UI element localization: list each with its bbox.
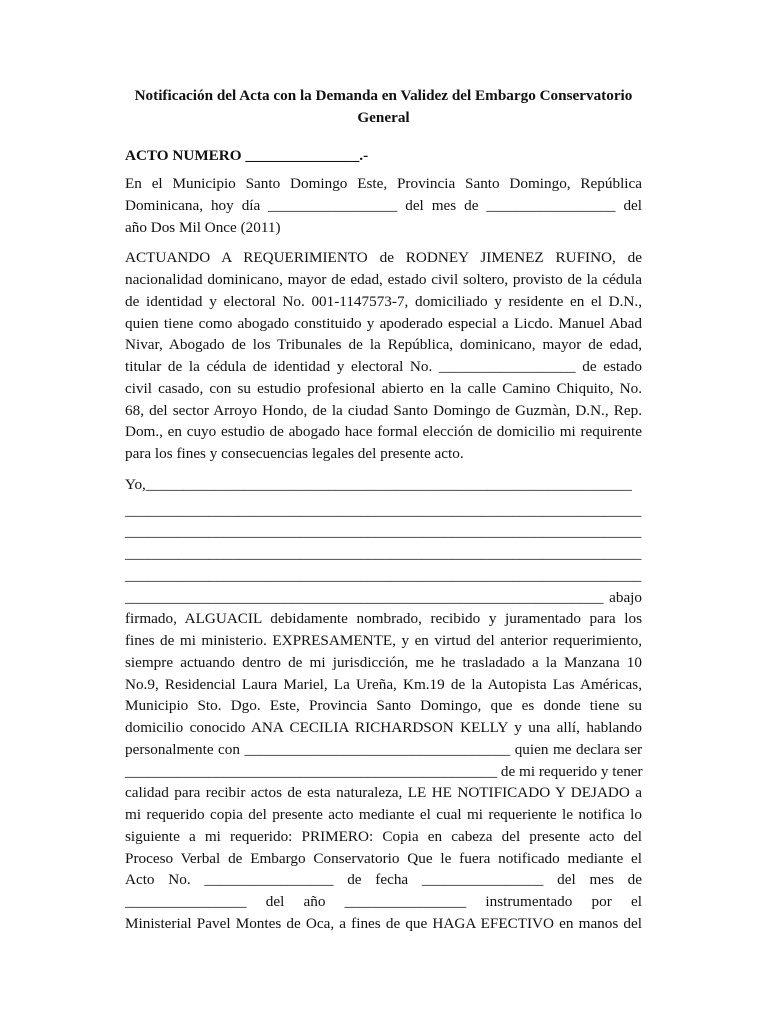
yo-section [125, 474, 642, 587]
text-line: Proceso Verbal de Embargo Conservatorio Que le fuera notificado mediante el [125, 849, 642, 867]
text-line: siempre actuando dentro de mi jurisdicción, me he trasladado a la Manzana 10 [125, 653, 642, 671]
title-line-1: Notificación del Acta con la Demanda en Validez del Embargo Conservatorio [134, 87, 633, 104]
actuando-paragraph [125, 247, 642, 465]
text-line: ACTUANDO A REQUERIMIENTO de RODNEY JIMENEZ RUFINO, de [125, 249, 642, 267]
text-line: 68, del sector Arroyo Hondo, de la ciudad Santo Domingo de Guzmàn, D.N., Rep. [125, 401, 642, 419]
document-title [125, 85, 642, 129]
text-line: Dom., en cuyo estudio de abogado hace formal elección de domicilio mi requirente [125, 423, 642, 441]
intro-paragraph [125, 173, 642, 238]
text-line: calidad para recibir actos de esta naturaleza, LE HE NOTIFICADO Y DEJADO a [125, 784, 642, 802]
text-line: Municipio Sto. Dgo. Este, Provincia Santo Domingo, que es donde tiene su [125, 697, 642, 715]
text-line: titular de la cédula de identidad y electoral No. __________________ de estado [125, 358, 642, 375]
text-line: quien tiene como abogado constituido y apoderado especial a Licdo. Manuel Abad [125, 314, 642, 332]
text-line: Ministerial Pavel Montes de Oca, a fines de que HAGA EFECTIVO en manos del [125, 914, 642, 932]
title-line-2: General [357, 109, 410, 126]
blank-line: ____________________________________________________________________ [125, 545, 642, 562]
text-line: En el Municipio Santo Domingo Este, Provincia Santo Domingo, República [125, 175, 642, 192]
text-line: Dominicana, hoy día _________________ del mes de _________________ del [125, 196, 642, 214]
text-line: siguiente a mi requerido: PRIMERO: Copia en cabeza del presente acto del [125, 827, 642, 845]
text-line: civil casado, con su estudio profesional abierto en la calle Camino Chiquito, No. [125, 379, 642, 397]
text-line: personalmente con ___________________________________ quien me declara ser [125, 740, 642, 758]
text-line: fines de mi ministerio. EXPRESAMENTE, y en virtud del anterior requerimiento, [125, 632, 642, 649]
blank-line: ____________________________________________________________________ [125, 501, 642, 519]
text-line: nacionalidad dominicano, mayor de edad, estado civil soltero, provisto de la cédula [125, 271, 642, 288]
text-line: mi requerido copia del presente acto mediante el cual mi requeriente le notifica lo [125, 806, 642, 823]
text-line: Acto No. _________________ de fecha ________________ del mes de [125, 871, 642, 889]
alguacil-paragraph [125, 587, 642, 935]
text-line: domicilio conocido ANA CECILIA RICHARDSON KELLY y una allí, hablando [125, 719, 642, 736]
text-line: ________________ del año ________________ instrumentado por el [125, 893, 642, 910]
blank-line: ____________________________________________________________________ [125, 566, 642, 584]
acto-numero: ACTO NUMERO _______________.- [125, 147, 369, 164]
text-line: _______________________________________________________________ abajo [125, 588, 642, 606]
text-line: para los fines y consecuencias legales del presente acto. [125, 445, 464, 462]
text-line: año Dos Mil Once (2011) [125, 218, 281, 236]
text-line: _________________________________________________ de mi requerido y tener [125, 762, 643, 780]
text-line: de identidad y electoral No. 001-1147573-7, domiciliado y residente en el D.N., [125, 292, 642, 310]
text-line: No.9, Residencial Laura Mariel, La Ureña, Km.19 de la Autopista Las Américas, [125, 675, 642, 693]
yo-line: Yo,________________________________________________________________ [125, 475, 632, 493]
blank-line: ____________________________________________________________________ [125, 523, 642, 541]
text-line: Nivar, Abogado de los Tribunales de la República, dominicano, mayor de edad, [125, 336, 642, 354]
text-line: firmado, ALGUACIL debidamente nombrado, recibido y juramentado para los [125, 610, 642, 628]
